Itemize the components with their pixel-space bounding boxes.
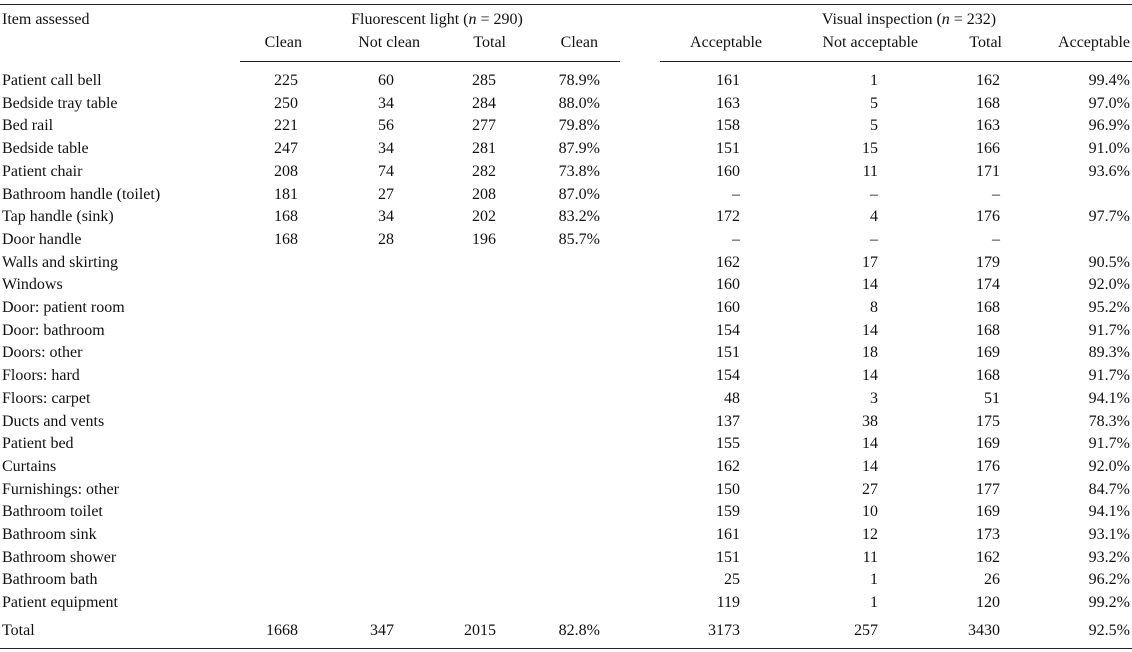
bottom-rule (0, 648, 1132, 649)
row-c7-value: 120 (976, 594, 1000, 611)
row-item-label: Patient call bell (2, 72, 102, 89)
row-c7-value: – (992, 186, 1000, 203)
row-c5-value: – (732, 186, 740, 203)
row-c6-value: 15 (862, 140, 878, 157)
row-item-label: Floors: hard (2, 367, 80, 384)
row-item-label: Furnishings: other (2, 481, 119, 498)
total-c3-value: 2015 (464, 622, 496, 639)
row-c8-value: 78.3% (1088, 413, 1130, 430)
row-c7-value: 176 (976, 208, 1000, 225)
row-c7-value: 168 (976, 367, 1000, 384)
row-c6-value: 5 (870, 95, 878, 112)
total-c8-value: 92.5% (1088, 622, 1130, 639)
row-c4-value: 87.0% (558, 186, 600, 203)
row-c6-value: 4 (870, 208, 878, 225)
row-c7-value: 169 (976, 503, 1000, 520)
row-c8-value: 97.0% (1088, 95, 1130, 112)
row-item-label: Curtains (2, 458, 57, 475)
row-c6-value: 5 (870, 117, 878, 134)
header-fluorescent-group: Fluorescent light (n = 290) (351, 11, 523, 28)
row-c6-value: 10 (862, 503, 878, 520)
row-c5-value: 154 (716, 367, 740, 384)
row-c5-value: 137 (716, 413, 740, 430)
row-c6-value: 27 (862, 481, 878, 498)
row-c2-value: 56 (378, 117, 394, 134)
row-c7-value: 169 (976, 344, 1000, 361)
row-c1-value: 247 (274, 140, 298, 157)
row-c7-value: 26 (984, 571, 1000, 588)
total-c6-value: 257 (854, 622, 878, 639)
header-col-acceptable: Acceptable (690, 34, 762, 51)
row-c1-value: 168 (274, 208, 298, 225)
row-c8-value: 99.4% (1088, 72, 1130, 89)
row-c7-value: 162 (976, 72, 1000, 89)
row-c6-value: 3 (870, 390, 878, 407)
row-c3-value: 277 (472, 117, 496, 134)
row-c8-value: 93.6% (1088, 163, 1130, 180)
header-col-clean-pct: Clean (560, 34, 598, 51)
row-c7-value: 179 (976, 254, 1000, 271)
row-c4-value: 78.9% (558, 72, 600, 89)
header-col-not-clean: Not clean (358, 34, 420, 51)
row-c8-value: 90.5% (1088, 254, 1130, 271)
row-c7-value: 176 (976, 458, 1000, 475)
row-c7-value: 169 (976, 435, 1000, 452)
row-c5-value: 25 (724, 571, 740, 588)
row-c2-value: 28 (378, 231, 394, 248)
row-c5-value: 119 (716, 594, 740, 611)
row-item-label: Walls and skirting (2, 254, 119, 271)
row-c5-value: 160 (716, 299, 740, 316)
row-c8-value: 97.7% (1088, 208, 1130, 225)
total-c7-value: 3430 (968, 622, 1000, 639)
row-c5-value: 151 (716, 344, 740, 361)
row-item-label: Patient equipment (2, 594, 118, 611)
row-c6-value: 12 (862, 526, 878, 543)
row-c8-value: 84.7% (1088, 481, 1130, 498)
row-c5-value: 158 (716, 117, 740, 134)
row-c6-value: – (870, 231, 878, 248)
row-c3-value: 202 (472, 208, 496, 225)
row-c8-value: 92.0% (1088, 458, 1130, 475)
row-c5-value: – (732, 231, 740, 248)
row-c7-value: 162 (976, 549, 1000, 566)
total-c4-value: 82.8% (558, 622, 600, 639)
row-c2-value: 34 (378, 95, 394, 112)
row-item-label: Bedside tray table (2, 95, 118, 112)
row-c7-value: 171 (976, 163, 1000, 180)
row-c6-value: 1 (870, 571, 878, 588)
row-c7-value: 174 (976, 276, 1000, 293)
header-item-assessed: Item assessed (2, 11, 90, 28)
row-c6-value: – (870, 186, 878, 203)
row-c1-value: 250 (274, 95, 298, 112)
header-col-acceptable-pct: Acceptable (1058, 34, 1130, 51)
fluorescent-subrule (240, 61, 620, 62)
row-c7-value: 168 (976, 95, 1000, 112)
row-c1-value: 181 (274, 186, 298, 203)
row-c6-value: 11 (862, 163, 878, 180)
row-c3-value: 281 (472, 140, 496, 157)
row-item-label: Door: bathroom (2, 322, 105, 339)
row-c7-value: 168 (976, 322, 1000, 339)
row-item-label: Door: patient room (2, 299, 125, 316)
top-rule (0, 4, 1132, 5)
row-c2-value: 34 (378, 208, 394, 225)
row-c3-value: 196 (472, 231, 496, 248)
row-item-label: Windows (2, 276, 63, 293)
row-item-label: Bed rail (2, 117, 54, 134)
row-c8-value: 89.3% (1088, 344, 1130, 361)
row-c5-value: 150 (716, 481, 740, 498)
row-c1-value: 208 (274, 163, 298, 180)
row-c7-value: 166 (976, 140, 1000, 157)
row-c6-value: 17 (862, 254, 878, 271)
row-c7-value: 175 (976, 413, 1000, 430)
total-row-label: Total (2, 622, 35, 639)
row-c6-value: 1 (870, 72, 878, 89)
row-c4-value: 85.7% (558, 231, 600, 248)
row-c2-value: 34 (378, 140, 394, 157)
row-c6-value: 14 (862, 458, 878, 475)
row-c8-value: 91.7% (1088, 367, 1130, 384)
row-c5-value: 161 (716, 526, 740, 543)
row-c8-value: 96.2% (1088, 571, 1130, 588)
row-c1-value: 221 (274, 117, 298, 134)
row-c5-value: 155 (716, 435, 740, 452)
total-c1-value: 1668 (266, 622, 298, 639)
row-item-label: Bedside table (2, 140, 89, 157)
row-c4-value: 88.0% (558, 95, 600, 112)
row-c8-value: 99.2% (1088, 594, 1130, 611)
row-c6-value: 14 (862, 367, 878, 384)
row-c6-value: 18 (862, 344, 878, 361)
row-item-label: Bathroom sink (2, 526, 97, 543)
row-item-label: Patient chair (2, 163, 83, 180)
row-c7-value: 163 (976, 117, 1000, 134)
row-c8-value: 91.7% (1088, 322, 1130, 339)
header-visual-group: Visual inspection (n = 232) (821, 11, 997, 28)
row-c7-value: 168 (976, 299, 1000, 316)
header-col-total: Total (473, 34, 506, 51)
total-c5-value: 3173 (708, 622, 740, 639)
header-col-not-acceptable: Not acceptable (822, 34, 918, 51)
row-item-label: Bathroom bath (2, 571, 98, 588)
row-c8-value: 94.1% (1088, 390, 1130, 407)
row-c2-value: 60 (378, 72, 394, 89)
row-item-label: Bathroom shower (2, 549, 117, 566)
row-item-label: Bathroom handle (toilet) (2, 186, 161, 203)
row-c6-value: 1 (870, 594, 878, 611)
row-item-label: Tap handle (sink) (2, 208, 114, 225)
row-c7-value: 173 (976, 526, 1000, 543)
row-c6-value: 38 (862, 413, 878, 430)
row-item-label: Door handle (2, 231, 82, 248)
row-c8-value: 92.0% (1088, 276, 1130, 293)
row-c7-value: – (992, 231, 1000, 248)
row-c1-value: 225 (274, 72, 298, 89)
row-c5-value: 172 (716, 208, 740, 225)
row-item-label: Doors: other (2, 344, 83, 361)
header-col-clean: Clean (264, 34, 302, 51)
row-c5-value: 163 (716, 95, 740, 112)
row-item-label: Floors: carpet (2, 390, 91, 407)
row-c8-value: 93.2% (1088, 549, 1130, 566)
row-c4-value: 83.2% (558, 208, 600, 225)
total-c2-value: 347 (370, 622, 394, 639)
row-c6-value: 14 (862, 322, 878, 339)
header-col-total-visual: Total (969, 34, 1002, 51)
row-c5-value: 160 (716, 276, 740, 293)
row-c3-value: 282 (472, 163, 496, 180)
row-c7-value: 177 (976, 481, 1000, 498)
row-c3-value: 285 (472, 72, 496, 89)
row-c8-value: 96.9% (1088, 117, 1130, 134)
row-c4-value: 87.9% (558, 140, 600, 157)
row-c8-value: 95.2% (1088, 299, 1130, 316)
row-c1-value: 168 (274, 231, 298, 248)
row-c6-value: 14 (862, 435, 878, 452)
row-c3-value: 208 (472, 186, 496, 203)
row-c8-value: 93.1% (1088, 526, 1130, 543)
row-c6-value: 11 (862, 549, 878, 566)
row-c8-value: 94.1% (1088, 503, 1130, 520)
row-c4-value: 79.8% (558, 117, 600, 134)
row-c3-value: 284 (472, 95, 496, 112)
row-c6-value: 8 (870, 299, 878, 316)
row-c5-value: 162 (716, 458, 740, 475)
row-c8-value: 91.7% (1088, 435, 1130, 452)
row-c2-value: 74 (378, 163, 394, 180)
row-c5-value: 161 (716, 72, 740, 89)
row-c7-value: 51 (984, 390, 1000, 407)
row-c2-value: 27 (378, 186, 394, 203)
row-c8-value: 91.0% (1088, 140, 1130, 157)
row-c5-value: 48 (724, 390, 740, 407)
row-c5-value: 159 (716, 503, 740, 520)
row-c5-value: 151 (716, 140, 740, 157)
row-item-label: Patient bed (2, 435, 74, 452)
row-item-label: Ducts and vents (2, 413, 105, 430)
row-c5-value: 151 (716, 549, 740, 566)
row-c5-value: 162 (716, 254, 740, 271)
row-item-label: Bathroom toilet (2, 503, 103, 520)
row-c5-value: 154 (716, 322, 740, 339)
row-c4-value: 73.8% (558, 163, 600, 180)
row-c6-value: 14 (862, 276, 878, 293)
row-c5-value: 160 (716, 163, 740, 180)
visual-subrule (660, 61, 1132, 62)
